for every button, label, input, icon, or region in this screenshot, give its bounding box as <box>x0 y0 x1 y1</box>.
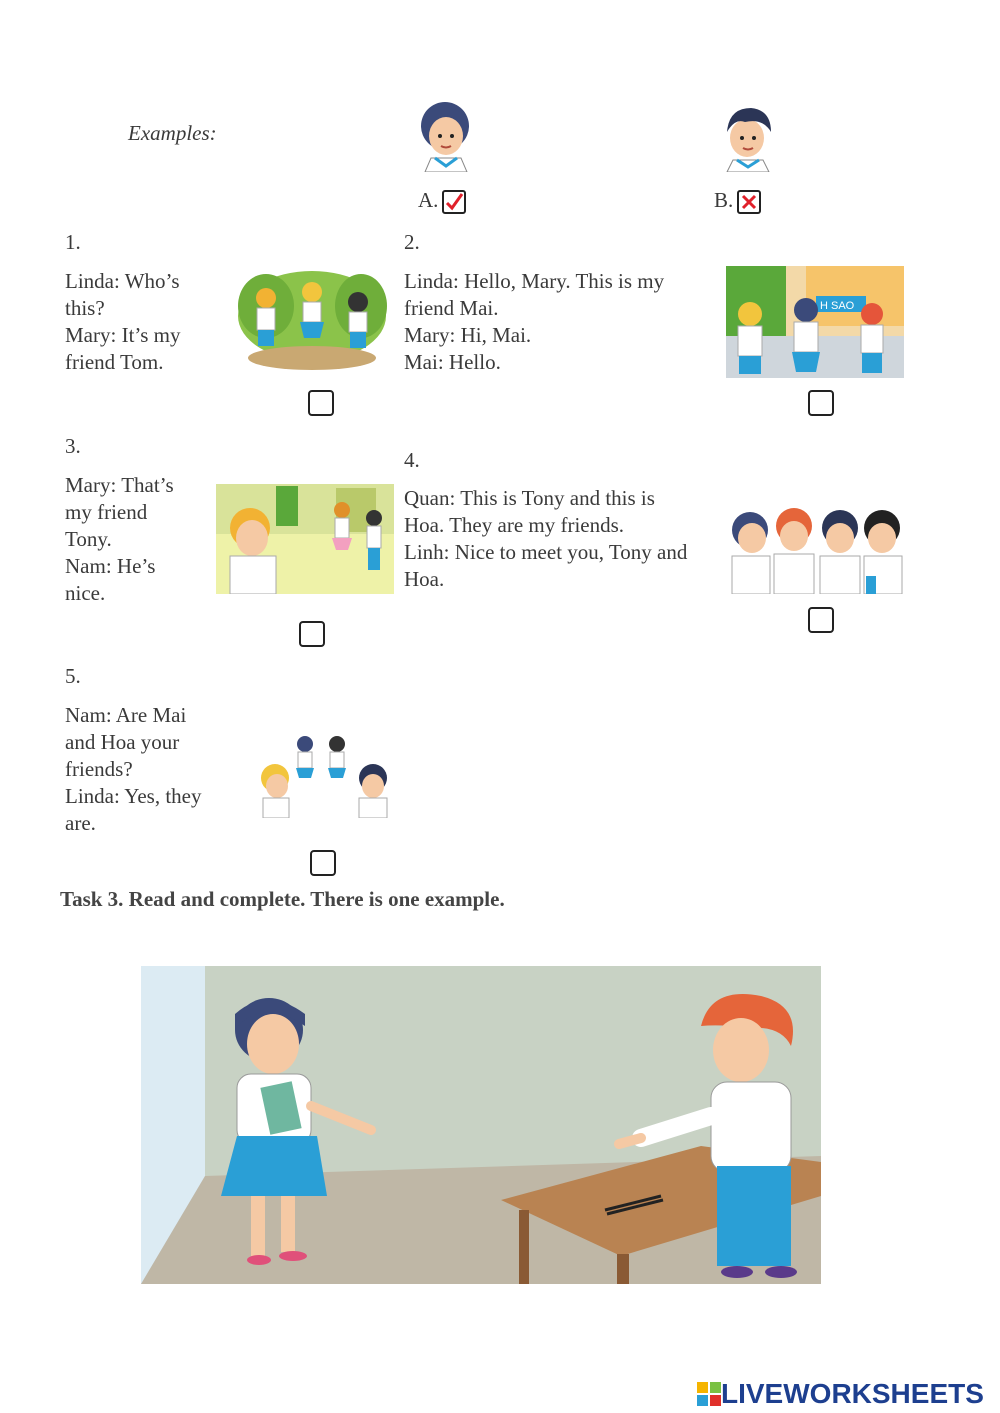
logo-text: LIVEWORKSHEETS <box>721 1378 984 1409</box>
item-3-checkbox[interactable] <box>299 621 325 647</box>
dialogue-line: Linda: Hello, Mary. This is my <box>404 269 665 293</box>
examples-label: Examples: <box>128 121 217 145</box>
option-a <box>418 187 466 214</box>
child-figure <box>256 288 276 346</box>
item-1-number: 1. <box>65 230 81 254</box>
dialogue-line: Mary: It’s my <box>65 323 181 347</box>
dialogue-line: and Hoa your <box>65 730 180 754</box>
dialogue-line: my friend <box>65 500 148 524</box>
dialogue-line: Mary: That’s <box>65 473 174 497</box>
item-3-picture <box>216 484 394 594</box>
dialogue-line: nice. <box>65 581 106 605</box>
dialogue-line: Linda: Yes, they <box>65 784 202 808</box>
item-3-dialogue <box>65 472 174 607</box>
dialogue-line: Hoa. They are my friends. <box>404 513 625 537</box>
dialogue-line: Quan: This is Tony and this is <box>404 486 655 510</box>
school-sign-text: H SAO <box>820 300 855 312</box>
cross-box-icon <box>737 190 761 214</box>
dialogue-line: this? <box>65 296 105 320</box>
item-2-dialogue <box>404 268 664 376</box>
item-5-dialogue <box>65 702 202 837</box>
item-4-checkbox[interactable] <box>808 607 834 633</box>
item-5-number: 5. <box>65 664 81 688</box>
item-3-number: 3. <box>65 434 81 458</box>
dialogue-line: Tony. <box>65 527 112 551</box>
dialogue-line: Nam: He’s <box>65 554 156 578</box>
dialogue-line: are. <box>65 811 96 835</box>
item-4-number: 4. <box>404 448 420 472</box>
dialogue-line: Linh: Nice to meet you, Tony and <box>404 540 688 564</box>
liveworksheets-logo <box>697 1378 984 1410</box>
dialogue-line: Mary: Hi, Mai. <box>404 323 532 347</box>
item-5-checkbox[interactable] <box>310 850 336 876</box>
option-a-label: A. <box>418 188 439 212</box>
dialogue-line: friends? <box>65 757 133 781</box>
item-2-number: 2. <box>404 230 420 254</box>
dialogue-line: friend Tom. <box>65 350 164 374</box>
dialogue-line: friend Mai. <box>404 296 499 320</box>
option-b-label: B. <box>714 188 734 212</box>
item-2-checkbox[interactable] <box>808 390 834 416</box>
item-4-picture <box>726 506 904 594</box>
example-girl-picture <box>413 98 477 172</box>
item-2-picture <box>726 266 904 378</box>
logo-grid-icon <box>697 1382 721 1406</box>
dialogue-line: Mai: Hello. <box>404 350 501 374</box>
task-3-heading: Task 3. Read and complete. There is one example. <box>60 887 505 911</box>
dialogue-line: Hoa. <box>404 567 445 591</box>
option-b <box>714 187 761 214</box>
item-4-dialogue <box>404 485 687 593</box>
item-5-picture <box>253 734 397 818</box>
item-1-checkbox[interactable] <box>308 390 334 416</box>
example-boy-picture <box>715 102 777 172</box>
task-3-picture <box>141 966 821 1284</box>
dialogue-line: Linda: Who’s <box>65 269 180 293</box>
item-1-picture <box>236 266 388 376</box>
checked-box-icon <box>442 190 466 214</box>
item-1-dialogue <box>65 268 181 376</box>
dialogue-line: Nam: Are Mai <box>65 703 187 727</box>
